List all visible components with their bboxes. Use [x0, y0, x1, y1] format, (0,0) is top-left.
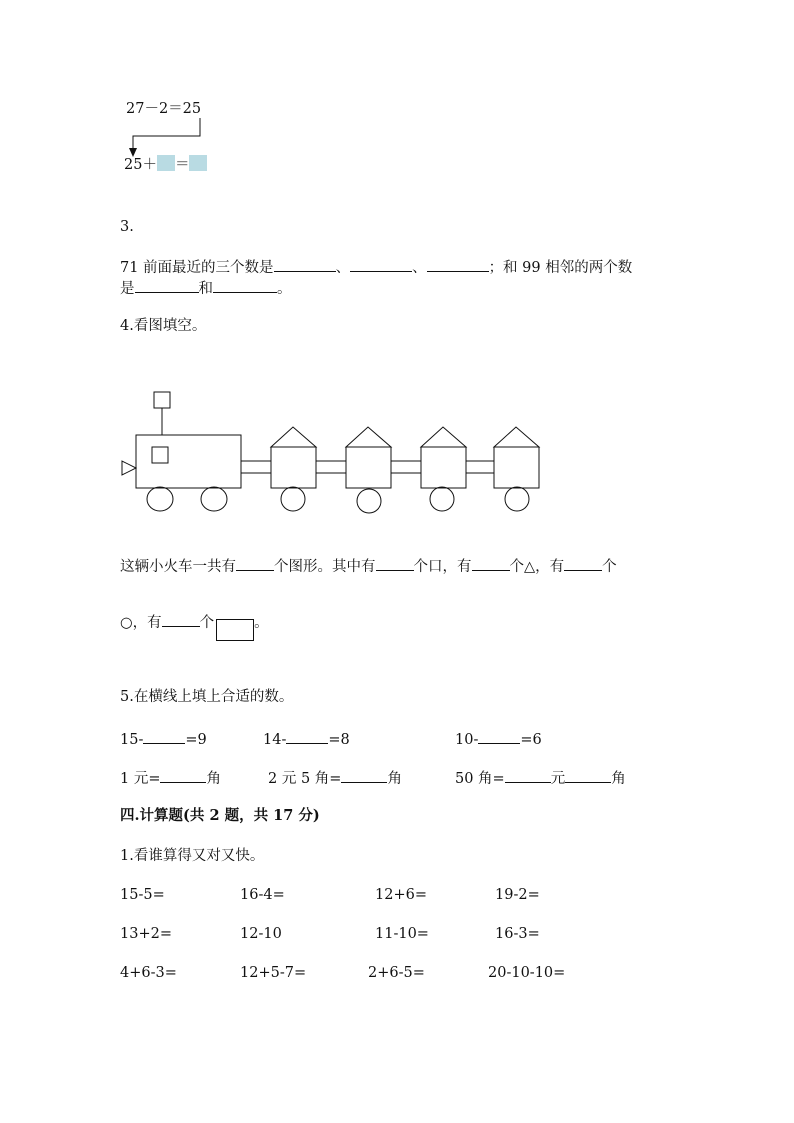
q5-blank-6[interactable] [505, 768, 551, 783]
rectangle-shape-icon [216, 619, 254, 641]
section-4-title: 四.计算题(共 2 题，共 17 分) [120, 807, 320, 824]
train-roof-triangle [271, 427, 316, 447]
q4-blank-5[interactable] [162, 612, 200, 627]
q3-number: 3. [120, 219, 134, 235]
calc-item: 16-3= [495, 926, 540, 942]
q3-text-5: 。 [277, 281, 292, 297]
train-car-square [271, 447, 316, 488]
q5-item-5 [268, 768, 402, 788]
q4-line-2 [120, 612, 269, 641]
q4-line-1 [120, 556, 617, 576]
q4-text-8: 。 [254, 615, 269, 631]
q5-item-5-right: 角 [387, 771, 402, 787]
calc-item: 19-2= [495, 887, 540, 903]
calc-title: 1.看谁算得又对又快。 [120, 848, 265, 864]
q3-text-4: 和 [198, 281, 213, 297]
q5-blank-7[interactable] [565, 768, 611, 783]
train-wheel [357, 489, 381, 513]
calc-item: 12-10 [240, 926, 282, 942]
q4-text-4: 个△，有 [509, 559, 565, 575]
q4-blank-3[interactable] [472, 556, 510, 571]
q5-title: 5.在横线上填上合适的数。 [120, 689, 294, 705]
calc-item: 11-10= [375, 926, 429, 942]
q5-item-2 [263, 729, 350, 749]
q5-item-1-right: =9 [185, 732, 207, 748]
q3-text-2: ；和 99 相邻的两个数 [488, 260, 633, 276]
train-front-triangle [122, 461, 136, 475]
train-wheel [505, 487, 529, 511]
q4-blank-2[interactable] [376, 556, 414, 571]
q4-text-5: 个 [602, 559, 617, 575]
q4-text-1: 这辆小火车一共有 [120, 559, 236, 575]
q5-item-5-left: 2 元 5 角= [268, 771, 342, 787]
q5-blank-1[interactable] [143, 729, 185, 744]
train-roof-triangle [421, 427, 466, 447]
q5-item-3 [455, 729, 542, 749]
q5-item-1-left: 15- [120, 732, 144, 748]
train-roof-triangle [346, 427, 391, 447]
calc-item: 12+6= [375, 887, 427, 903]
calc-item: 4+6-3= [120, 965, 177, 981]
train-car-square [494, 447, 539, 488]
q5-blank-3[interactable] [478, 729, 520, 744]
q4-blank-1[interactable] [236, 556, 274, 571]
calc-item: 16-4= [240, 887, 285, 903]
q4-text-7: 个 [199, 615, 215, 631]
q5-blank-2[interactable] [286, 729, 328, 744]
q5-item-3-right: =6 [520, 732, 542, 748]
train-wheel [430, 487, 454, 511]
q5-item-3-left: 10- [455, 732, 479, 748]
train-car-square [346, 447, 391, 488]
train-chimney-square [154, 392, 170, 408]
train-wheel [201, 487, 227, 511]
train-roof-triangle [494, 427, 539, 447]
q4-text-3: 个口，有 [413, 559, 472, 575]
q5-item-2-left: 14- [263, 732, 287, 748]
calc-item: 20-10-10= [488, 965, 566, 981]
equation-2-equals: ＝ [174, 157, 190, 173]
q5-item-4 [120, 768, 221, 788]
q3-text-1: 71 前面最近的三个数是 [120, 260, 274, 276]
q5-item-6-right: 角 [611, 771, 626, 787]
equation-2-left: 25＋ [124, 157, 157, 173]
calc-item: 15-5= [120, 887, 165, 903]
train-wheel [281, 487, 305, 511]
q4-title: 4.看图填空。 [120, 318, 207, 334]
calc-item: 13+2= [120, 926, 172, 942]
q4-blank-4[interactable] [564, 556, 602, 571]
q5-blank-5[interactable] [341, 768, 387, 783]
q3-text-3: 是 [120, 281, 135, 297]
q5-item-6 [455, 768, 626, 788]
calc-item: 12+5-7= [240, 965, 307, 981]
q4-text-2: 个图形。其中有 [274, 559, 376, 575]
train-window-square [152, 447, 168, 463]
q3-sep-2: 、 [412, 260, 427, 276]
q5-item-4-left: 1 元= [120, 771, 161, 787]
q4-text-6: ○，有 [120, 615, 162, 631]
q3-sep-1: 、 [335, 260, 351, 276]
q5-item-2-right: =8 [328, 732, 350, 748]
q5-item-4-right: 角 [206, 771, 221, 787]
train-wheel [147, 487, 173, 511]
q5-item-1 [120, 729, 207, 749]
q5-item-6-mid: 元 [550, 771, 566, 787]
calc-item: 2+6-5= [368, 965, 425, 981]
q5-item-6-left: 50 角= [455, 771, 505, 787]
q5-blank-4[interactable] [160, 768, 206, 783]
train-car-square [421, 447, 466, 488]
equation-1-text: 27－2＝25 [126, 101, 202, 117]
